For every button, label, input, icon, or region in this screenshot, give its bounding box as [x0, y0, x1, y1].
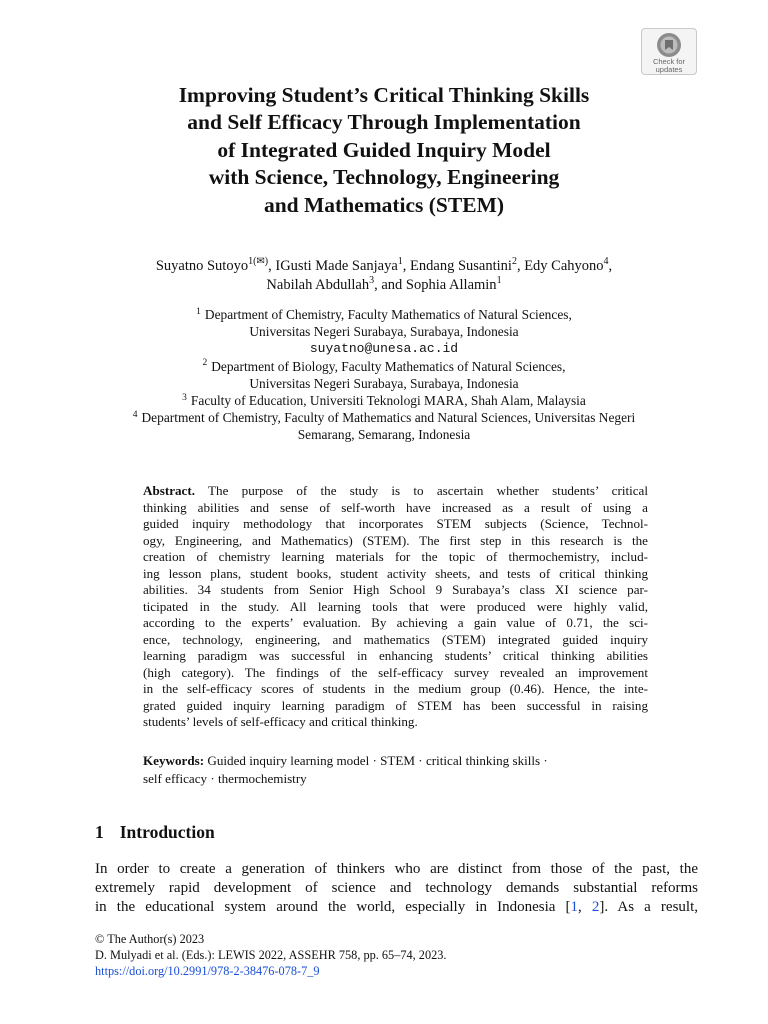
author-affiliation-mark: 1(✉): [248, 256, 269, 268]
abstract-line: according to the experts’ evaluation. By achieving a gain value of 0.71, the sci-: [143, 615, 648, 630]
affiliation-line: [80, 392, 688, 409]
badge-label-line2: updates: [655, 65, 683, 74]
copyright-notice: © The Author(s) 2023: [95, 932, 205, 946]
title-line: with Science, Technology, Engineering: [208, 165, 560, 190]
body-text: ]. As a result,: [599, 899, 699, 916]
affiliations: [80, 306, 688, 444]
title-line: of Integrated Guided Inquiry Model: [217, 137, 551, 162]
title-line: and Mathematics (STEM): [263, 192, 505, 217]
section-number: 1: [95, 822, 104, 842]
abstract-line: ing lesson plans, student books, student activity sheets, and tests of critical thinking: [143, 565, 648, 581]
abstract-line: ogy, Engineering, and Mathematics) (STEM). The first step in this research is the: [143, 532, 648, 548]
keywords-line: self efficacy · thermochemistry: [143, 771, 307, 786]
keywords-label: Keywords:: [143, 753, 205, 768]
author-line-2: [60, 276, 708, 295]
author-name: Suyatno Sutoyo: [155, 258, 249, 274]
abstract-line: thinking abilities and sense of self-worth have increased as a result of using a: [143, 499, 648, 515]
abstract-line: ence, technology, engineering, and mathematics (STEM) integrated guided inquiry: [143, 631, 648, 647]
title-line: and Self Efficacy Through Implementation: [187, 110, 581, 135]
body-text: ,: [578, 899, 592, 916]
author-list: [60, 257, 708, 295]
author-affiliation-mark: 4: [603, 256, 609, 268]
author-name: , IGusti Made Sanjaya: [268, 258, 398, 274]
keywords-line: [143, 752, 648, 770]
keywords-text: Guided inquiry learning model · STEM · critical thinking skills ·: [207, 753, 548, 768]
citation-link[interactable]: 2: [591, 899, 600, 916]
affiliation-line: [80, 358, 688, 375]
author-line-1: [60, 257, 708, 276]
author-name: , and Sophia Allamin: [374, 277, 497, 293]
citation-info: D. Mulyadi et al. (Eds.): LEWIS 2022, ASSEHR 758, pp. 65–74, 2023.: [95, 947, 447, 962]
affiliation-line: Universitas Negeri Surabaya, Surabaya, Indonesia: [249, 324, 519, 340]
affiliation-line: Semarang, Semarang, Indonesia: [297, 427, 471, 443]
abstract-text: The purpose of the study is to ascertain whether students’ critical: [208, 483, 648, 498]
affiliation-number: 2: [202, 358, 208, 369]
check-for-updates-badge[interactable]: [641, 28, 697, 75]
page-footer: [95, 932, 446, 979]
author-affiliation-mark: 2: [511, 256, 517, 268]
affiliation-number: 3: [182, 392, 187, 403]
keywords: [143, 752, 648, 788]
affiliation-number: 1: [196, 306, 201, 317]
body-line: [95, 898, 698, 917]
bookmark-ribbon-icon: [656, 32, 682, 58]
section-heading: [95, 822, 215, 843]
affiliation-text: Department of Chemistry, Faculty of Mathematics and Natural Sciences, Universitas Negeri: [141, 410, 636, 426]
affiliation-text: Faculty of Education, Universiti Teknologi MARA, Shah Alam, Malaysia: [190, 393, 586, 409]
author-affiliation-mark: 1: [397, 256, 403, 268]
author-separator: ,: [608, 258, 613, 274]
abstract-line: in the self-efficacy scores of students in the medium group (0.46). Hence, the inte-: [143, 681, 648, 696]
abstract-line: creation of chemistry learning materials for the topic of thermochemistry, includ-: [143, 549, 648, 564]
affiliation-text: Department of Biology, Faculty Mathematics of Natural Sciences,: [211, 358, 566, 374]
citation-link[interactable]: 1: [570, 899, 579, 916]
title-line: Improving Student’s Critical Thinking Skills: [178, 83, 590, 107]
body-text: in the educational system around the world, especially in Indonesia [: [95, 899, 571, 916]
affiliation-number: 4: [132, 409, 138, 420]
author-email-link[interactable]: suyatno@unesa.ac.id: [309, 341, 459, 357]
author-name: , Endang Susantini: [402, 258, 512, 274]
author-name: , Edy Cahyono: [516, 258, 604, 274]
author-name: Nabilah Abdullah: [266, 277, 370, 293]
paper-title: [60, 82, 708, 219]
affiliation-text: Department of Chemistry, Faculty Mathematics of Natural Sciences,: [204, 307, 572, 322]
section-title: Introduction: [119, 822, 215, 842]
body-line: extremely rapid development of science and technology demands substantial reforms: [95, 880, 698, 897]
author-affiliation-mark: 3: [369, 275, 375, 287]
author-affiliation-mark: 1: [496, 275, 502, 287]
abstract-line: grated guided inquiry learning paradigm of STEM has been successful in raising: [143, 697, 648, 713]
abstract-line: students’ levels of self-efficacy and critical thinking.: [143, 714, 418, 729]
abstract-line: learning paradigm was successful in enhancing students’ critical thinking abilities: [143, 648, 648, 663]
abstract-line: (high category). The findings of the self-efficacy survey revealed an improvement: [143, 664, 648, 680]
abstract: [143, 483, 648, 731]
body-line: In order to create a generation of thinkers who are distinct from those of the past, the: [95, 861, 698, 877]
intro-paragraph: [95, 860, 698, 918]
affiliation-line: Universitas Negeri Surabaya, Surabaya, Indonesia: [249, 375, 519, 391]
abstract-label: Abstract.: [143, 483, 195, 498]
badge-label-line1: Check for: [652, 57, 686, 66]
abstract-line: ticipated in the study. All learning tools that were produced were highly valid,: [143, 598, 648, 614]
affiliation-line: [80, 306, 688, 323]
abstract-line: [143, 483, 648, 500]
doi-link[interactable]: https://doi.org/10.2991/978-2-38476-078-7_9: [95, 963, 320, 978]
abstract-line: abilities. 34 students from Senior High School 9 Surabaya’s class XI science par-: [143, 582, 648, 597]
abstract-line: guided inquiry methodology that incorporates STEM subjects (Science, Technol-: [143, 516, 648, 531]
affiliation-line: [80, 409, 688, 426]
